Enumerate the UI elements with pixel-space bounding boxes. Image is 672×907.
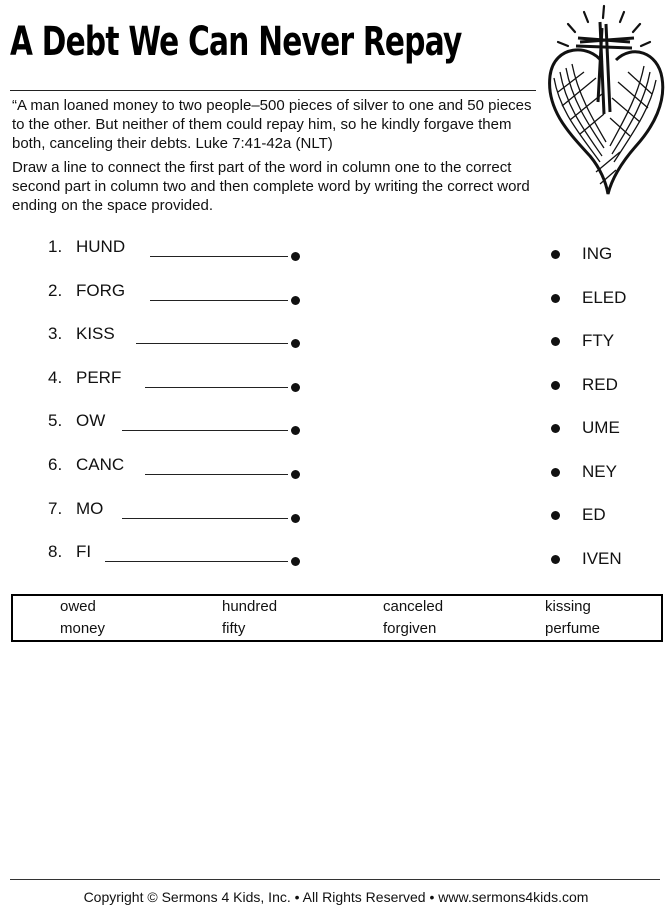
word-ending: ELED [582,288,627,307]
match-row-3 [0,324,672,354]
bank-word: owed [60,598,96,615]
bank-word: canceled [383,598,444,615]
left-dot-icon[interactable] [291,252,300,261]
right-dot-icon[interactable] [551,555,560,564]
answer-line[interactable] [136,343,288,344]
cross-heart-icon [540,2,668,200]
word-part: FI [76,542,92,561]
word-part: KISS [76,324,115,343]
word-part: HUND [76,237,126,256]
word-ending: ING [582,244,613,263]
match-row-7 [0,499,672,529]
answer-line[interactable] [105,561,288,562]
item-number: 6. [48,455,63,474]
word-part: CANC [76,455,125,474]
answer-line[interactable] [122,430,288,431]
left-dot-icon[interactable] [291,514,300,523]
right-dot-icon[interactable] [551,250,560,259]
word-ending: NEY [582,462,617,481]
match-row-8 [0,542,672,572]
left-dot-icon[interactable] [291,426,300,435]
left-dot-icon[interactable] [291,339,300,348]
word-ending: ED [582,505,606,524]
word-part: FORG [76,281,126,300]
bank-word: kissing [545,598,591,615]
match-row-2 [0,281,672,311]
title-divider [10,90,536,91]
word-ending: UME [582,418,620,437]
item-number: 3. [48,324,63,343]
bank-word: hundred [222,598,278,615]
right-dot-icon[interactable] [551,468,560,477]
word-bank [11,594,663,642]
bank-word: perfume [545,620,601,637]
item-number: 4. [48,368,63,387]
scripture-verse: “A man loaned money to two people–500 pieces of silver to one and 50 pieces to the other. But neither of them could repay him, so he kindly forgave them both, canceling their debts. Luke 7:41-42a (NLT) [12,97,532,152]
page-title: A Debt We Can Never Repay [10,19,462,65]
match-row-5 [0,411,672,441]
right-dot-icon[interactable] [551,424,560,433]
match-row-1 [0,237,672,267]
left-dot-icon[interactable] [291,470,300,479]
word-ending: FTY [582,331,615,350]
answer-line[interactable] [122,518,288,519]
match-row-4 [0,368,672,398]
left-dot-icon[interactable] [291,383,300,392]
left-dot-icon[interactable] [291,557,300,566]
bank-word: money [60,620,106,637]
right-dot-icon[interactable] [551,337,560,346]
item-number: 5. [48,411,63,430]
word-part: OW [76,411,106,430]
right-dot-icon[interactable] [551,511,560,520]
word-ending: IVEN [582,549,622,568]
answer-line[interactable] [145,387,288,388]
word-part: PERF [76,368,122,387]
item-number: 8. [48,542,63,561]
footer-copyright: Copyright © Sermons 4 Kids, Inc. • All Rights Reserved • www.sermons4kids.com [83,889,589,905]
footer-divider [10,879,660,880]
item-number: 2. [48,281,63,300]
left-dot-icon[interactable] [291,296,300,305]
item-number: 7. [48,499,63,518]
answer-line[interactable] [150,256,288,257]
right-dot-icon[interactable] [551,294,560,303]
item-number: 1. [48,237,63,256]
right-dot-icon[interactable] [551,381,560,390]
word-part: MO [76,499,104,518]
match-row-6 [0,455,672,485]
answer-line[interactable] [150,300,288,301]
instructions: Draw a line to connect the first part of the word in column one to the correct second part in column two and then complete word by writing the correct word ending on the space provided. [12,159,530,214]
bank-word: forgiven [383,620,437,637]
answer-line[interactable] [145,474,288,475]
word-ending: RED [582,375,618,394]
bank-word: fifty [222,620,246,637]
